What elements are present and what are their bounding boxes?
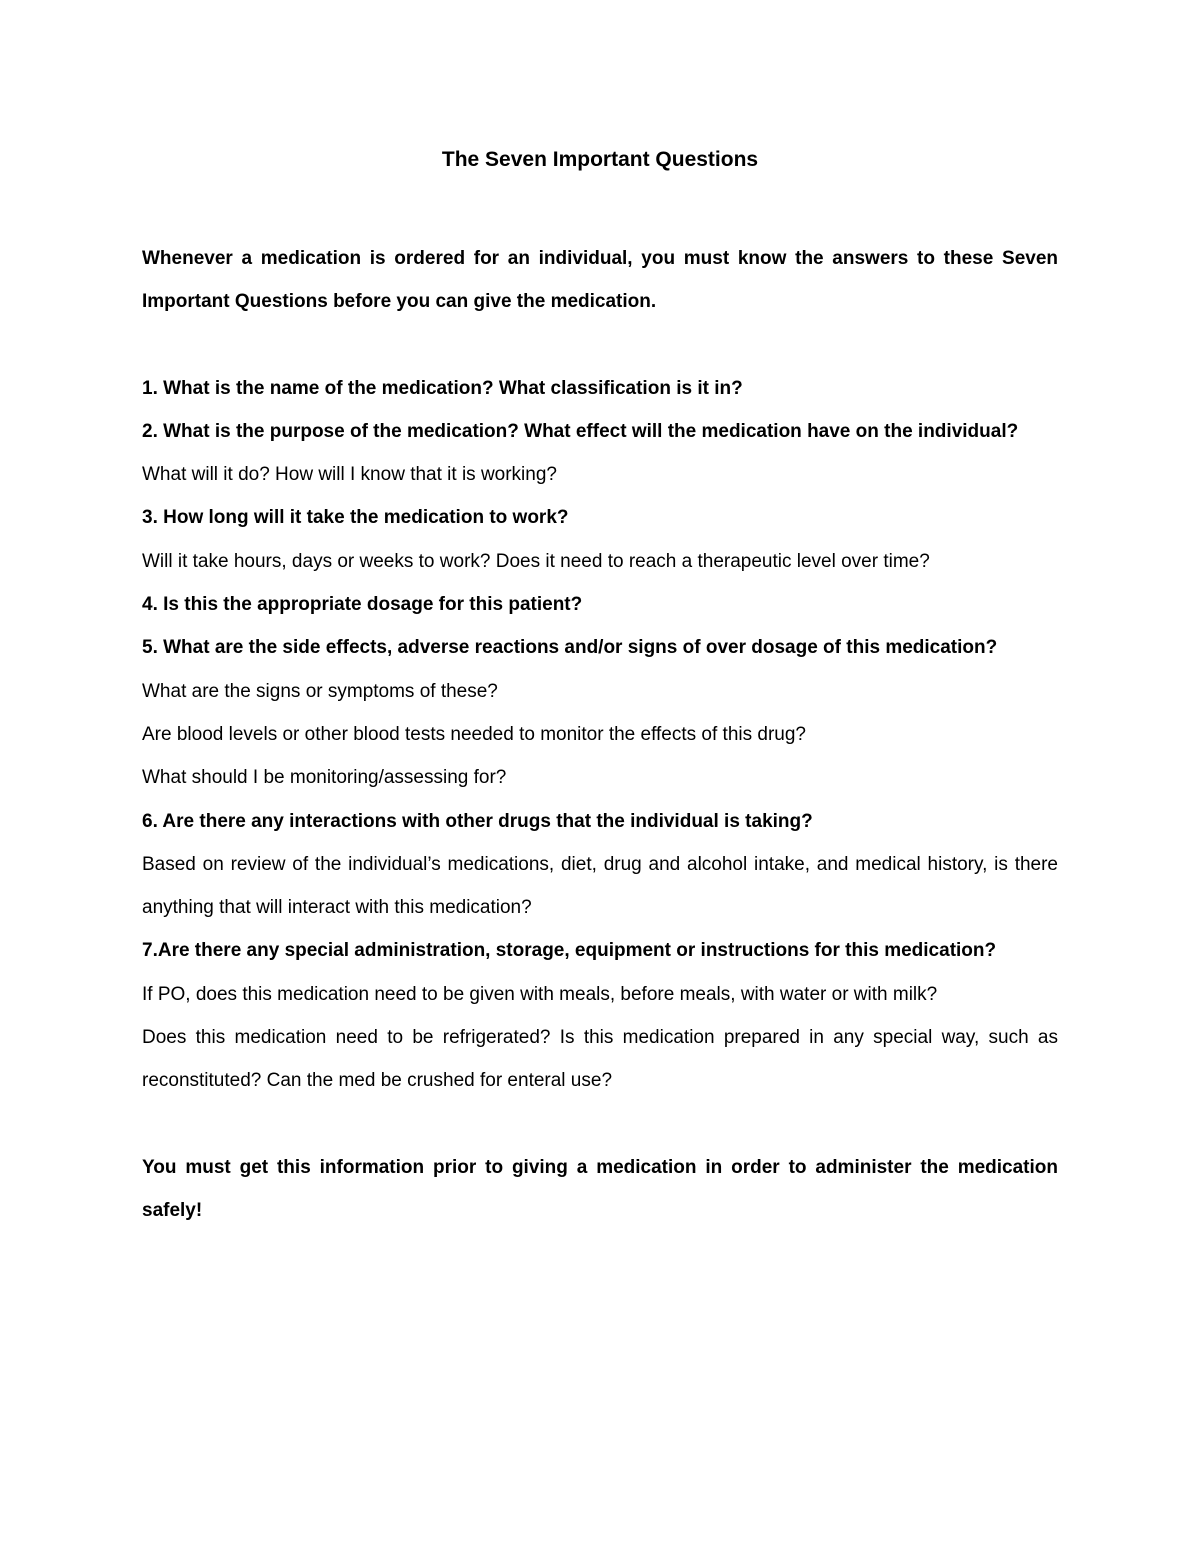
intro-paragraph: Whenever a medication is ordered for an individual, you must know the answers to these Seven Important Questions before you can give the medication.: [142, 248, 1058, 313]
question-6: 6. Are there any interactions with other drugs that the individual is taking?: [142, 810, 813, 832]
closing-paragraph: You must get this information prior to giving a medication in order to administer the medication safely!: [142, 1156, 1058, 1221]
question-7-detail-1: If PO, does this medication need to be given with meals, before meals, with water or with milk?: [142, 983, 938, 1005]
question-6-detail: Based on review of the individual’s medications, diet, drug and alcohol intake, and medical history, is there anything that will interact with this medication?: [142, 853, 1058, 919]
question-3: 3. How long will it take the medication to work?: [142, 507, 569, 529]
document-content: [142, 140, 1058, 1232]
question-2: 2. What is the purpose of the medication? What effect will the medication have on the individual?: [142, 420, 1019, 442]
question-7-detail-2: Does this medication need to be refrigerated? Is this medication prepared in any special way, such as reconstituted? Can the med be crushed for enteral use?: [142, 1027, 1058, 1092]
document-title: The Seven Important Questions: [441, 148, 759, 171]
questions-list: [142, 367, 1058, 1103]
question-5-detail-2: Are blood levels or other blood tests needed to monitor the effects of this drug?: [142, 723, 806, 745]
question-5-detail-3: What should I be monitoring/assessing for?: [142, 767, 507, 789]
question-5-detail-1: What are the signs or symptoms of these?: [142, 680, 498, 702]
question-4: 4. Is this the appropriate dosage for this patient?: [142, 594, 583, 616]
question-7: 7.Are there any special administration, storage, equipment or instructions for this medication?: [142, 940, 997, 962]
question-3-detail: Will it take hours, days or weeks to work? Does it need to reach a therapeutic level over time?: [142, 550, 930, 572]
question-1: 1. What is the name of the medication? What classification is it in?: [142, 377, 743, 399]
question-5: 5. What are the side effects, adverse reactions and/or signs of over dosage of this medication?: [142, 637, 998, 659]
question-2-detail: What will it do? How will I know that it is working?: [142, 464, 557, 486]
